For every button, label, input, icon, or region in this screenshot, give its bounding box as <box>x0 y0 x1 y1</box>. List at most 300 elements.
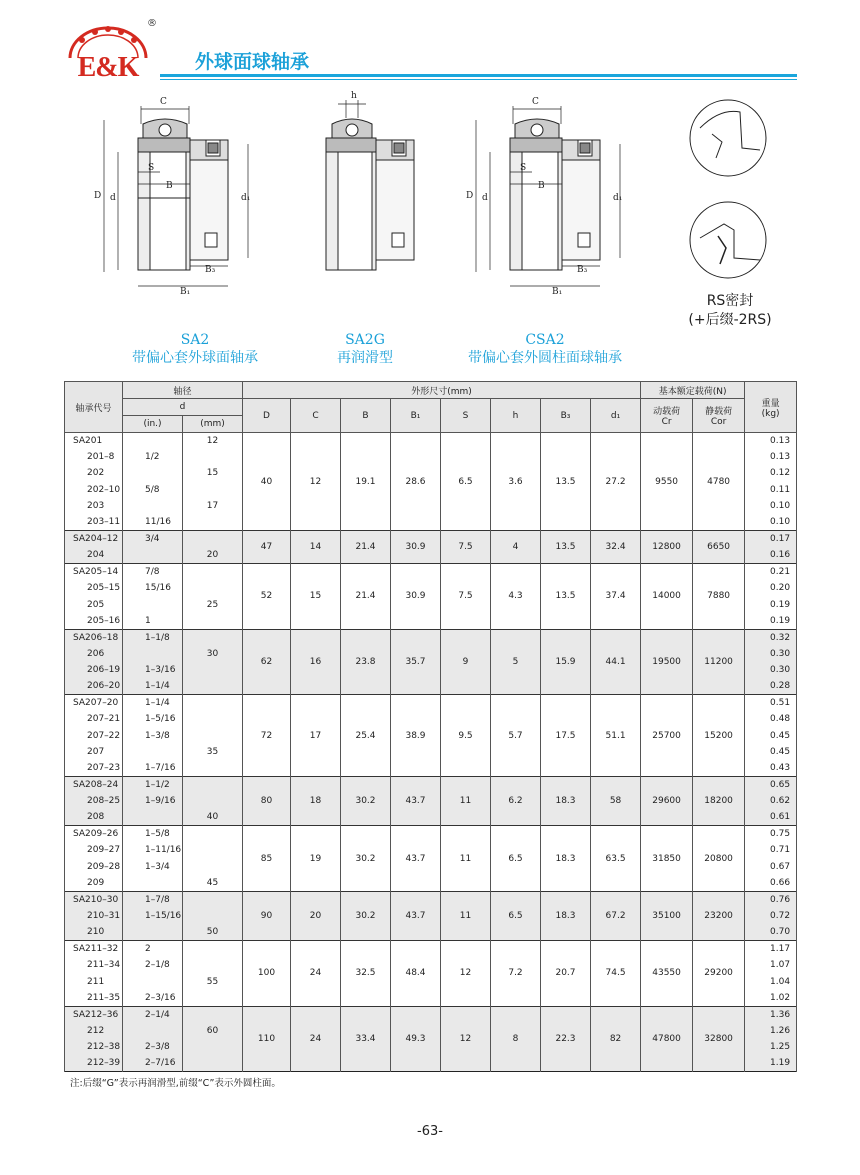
cell-inch <box>123 646 183 662</box>
cell-weight: 0.32 <box>745 629 797 645</box>
cell-inch <box>123 433 183 449</box>
cell-b1: 43.7 <box>391 777 441 826</box>
cell-d1: 67.2 <box>591 891 641 940</box>
cell-b3: 13.5 <box>541 433 591 531</box>
cell-model: SA211–32 <box>65 941 123 957</box>
cell-inch: 2–3/8 <box>123 1039 183 1055</box>
cell-mm: 50 <box>183 924 243 940</box>
table-row <box>65 891 797 907</box>
cell-inch <box>123 744 183 760</box>
cell-b3: 17.5 <box>541 695 591 777</box>
dim-d-label: d <box>110 193 116 203</box>
cell-inch: 1–11/16 <box>123 842 183 858</box>
cell-mm <box>183 777 243 793</box>
cell-b3: 18.3 <box>541 777 591 826</box>
cell-mm: 20 <box>183 547 243 563</box>
cell-weight: 0.11 <box>745 482 797 498</box>
cell-b3: 20.7 <box>541 941 591 1007</box>
cell-b1: 43.7 <box>391 826 441 892</box>
dim-B-label: B <box>166 181 173 191</box>
cell-cr: 31850 <box>641 826 693 892</box>
cell-weight: 0.30 <box>745 662 797 678</box>
cell-weight: 0.48 <box>745 711 797 727</box>
cell-inch: 5/8 <box>123 482 183 498</box>
cell-d: 47 <box>243 531 291 564</box>
cell-inch <box>123 1023 183 1039</box>
cell-d1: 37.4 <box>591 564 641 630</box>
cell-c: 16 <box>291 629 341 695</box>
cell-h: 3.6 <box>491 433 541 531</box>
table-row <box>65 1006 797 1022</box>
col-shaft-header: 轴径 <box>123 382 243 399</box>
cell-s: 11 <box>441 891 491 940</box>
csa2-dim-B-label: B <box>538 181 545 191</box>
cell-inch: 1–1/8 <box>123 629 183 645</box>
cell-weight: 0.10 <box>745 514 797 530</box>
bearing-group <box>65 777 797 826</box>
cell-cor: 32800 <box>693 1006 745 1072</box>
cell-weight: 1.04 <box>745 973 797 989</box>
cell-model: 202 <box>65 465 123 481</box>
dim-B3-label: B₃ <box>205 265 216 275</box>
cell-model: 207–22 <box>65 728 123 744</box>
cell-weight: 0.21 <box>745 564 797 580</box>
cell-model: SA206–18 <box>65 629 123 645</box>
col-h-header: h <box>491 399 541 433</box>
cell-inch <box>123 596 183 612</box>
weight-unit: (kg) <box>761 408 780 419</box>
sa2g-caption <box>315 331 415 367</box>
cell-h: 7.2 <box>491 941 541 1007</box>
cell-model: 211–35 <box>65 990 123 1006</box>
cell-model: 212–39 <box>65 1055 123 1071</box>
sa2g-desc: 再润滑型 <box>337 350 393 366</box>
cell-d: 85 <box>243 826 291 892</box>
cell-mm: 35 <box>183 744 243 760</box>
col-load-header: 基本额定载荷(N) <box>641 382 745 399</box>
cell-b3: 22.3 <box>541 1006 591 1072</box>
table-row <box>65 941 797 957</box>
cell-b: 32.5 <box>341 941 391 1007</box>
cell-mm <box>183 449 243 465</box>
cell-weight: 1.25 <box>745 1039 797 1055</box>
cell-mm: 25 <box>183 596 243 612</box>
cell-mm <box>183 859 243 875</box>
cell-s: 7.5 <box>441 564 491 630</box>
cell-mm <box>183 613 243 629</box>
cell-mm: 55 <box>183 973 243 989</box>
bearing-group <box>65 433 797 531</box>
cell-weight: 0.72 <box>745 908 797 924</box>
cell-d: 110 <box>243 1006 291 1072</box>
cell-b: 30.2 <box>341 891 391 940</box>
dim-h-label: h <box>351 91 357 101</box>
cell-inch: 15/16 <box>123 580 183 596</box>
rs-seal-caption <box>675 292 785 330</box>
col-D-header: D <box>243 399 291 433</box>
cell-weight: 0.67 <box>745 859 797 875</box>
bearing-group <box>65 695 797 777</box>
cell-model: 210–31 <box>65 908 123 924</box>
cell-c: 19 <box>291 826 341 892</box>
cell-b1: 30.9 <box>391 531 441 564</box>
sa2-caption <box>120 331 270 367</box>
cell-cor: 4780 <box>693 433 745 531</box>
cell-cor: 7880 <box>693 564 745 630</box>
cell-inch <box>123 924 183 940</box>
cell-cor: 20800 <box>693 826 745 892</box>
cell-model: SA207–20 <box>65 695 123 711</box>
cell-mm <box>183 531 243 547</box>
cell-model: 208–25 <box>65 793 123 809</box>
cell-mm <box>183 662 243 678</box>
sa2-drawing <box>94 97 250 297</box>
cell-d: 100 <box>243 941 291 1007</box>
col-B1-header: B₁ <box>391 399 441 433</box>
col-mm-header: (mm) <box>183 416 243 433</box>
cell-s: 6.5 <box>441 433 491 531</box>
cell-d: 80 <box>243 777 291 826</box>
cell-weight: 0.66 <box>745 875 797 891</box>
logo-text: E&K <box>77 52 139 83</box>
cell-b: 21.4 <box>341 564 391 630</box>
table-note: 注:后缀“G”表示再润滑型,前缀“C”表示外圆柱面。 <box>70 1078 281 1089</box>
cell-weight: 0.28 <box>745 678 797 694</box>
cell-b: 25.4 <box>341 695 391 777</box>
cell-mm <box>183 482 243 498</box>
cell-inch: 1–15/16 <box>123 908 183 924</box>
cell-mm <box>183 941 243 957</box>
dim-B1-label: B₁ <box>180 287 191 297</box>
cell-h: 5.7 <box>491 695 541 777</box>
brand-logo <box>62 22 154 84</box>
cell-weight: 0.45 <box>745 744 797 760</box>
bearing-group <box>65 629 797 695</box>
rs-seal-suffix: (+后缀-2RS) <box>688 312 772 328</box>
csa2-dim-d1-label: d₁ <box>613 193 623 203</box>
cell-b1: 30.9 <box>391 564 441 630</box>
cell-mm <box>183 842 243 858</box>
csa2-dim-C-label: C <box>532 97 539 107</box>
cell-mm: 15 <box>183 465 243 481</box>
cell-mm <box>183 957 243 973</box>
cell-mm <box>183 891 243 907</box>
cell-weight: 0.16 <box>745 547 797 563</box>
cr-label: 动载荷 <box>653 407 681 417</box>
col-S-header: S <box>441 399 491 433</box>
cell-model: 209–27 <box>65 842 123 858</box>
cell-cr: 25700 <box>641 695 693 777</box>
cell-b1: 38.9 <box>391 695 441 777</box>
cell-model: 210 <box>65 924 123 940</box>
cell-weight: 0.75 <box>745 826 797 842</box>
cell-inch: 1–3/4 <box>123 859 183 875</box>
col-outline-header: 外形尺寸(mm) <box>243 382 641 399</box>
table-row <box>65 629 797 645</box>
cell-c: 24 <box>291 941 341 1007</box>
cell-weight: 0.51 <box>745 695 797 711</box>
cell-inch: 2–3/16 <box>123 990 183 1006</box>
cell-h: 6.5 <box>491 826 541 892</box>
cell-inch: 1–3/16 <box>123 662 183 678</box>
cell-model: 205–15 <box>65 580 123 596</box>
cell-inch <box>123 547 183 563</box>
cell-model: SA212–36 <box>65 1006 123 1022</box>
cell-inch: 1/2 <box>123 449 183 465</box>
cell-model: 207 <box>65 744 123 760</box>
cell-inch: 2–1/8 <box>123 957 183 973</box>
cr-sym: Cr <box>661 417 672 427</box>
cell-model: 208 <box>65 809 123 825</box>
cell-model: 209 <box>65 875 123 891</box>
cell-weight: 1.19 <box>745 1055 797 1071</box>
dim-D-label: D <box>94 191 102 201</box>
cell-inch: 11/16 <box>123 514 183 530</box>
cell-b: 30.2 <box>341 826 391 892</box>
bearing-group <box>65 531 797 564</box>
cell-b1: 49.3 <box>391 1006 441 1072</box>
cell-model: 211–34 <box>65 957 123 973</box>
cell-b1: 48.4 <box>391 941 441 1007</box>
cell-inch: 1–5/8 <box>123 826 183 842</box>
csa2-desc: 带偏心套外圆柱面球轴承 <box>468 350 622 366</box>
cell-mm <box>183 728 243 744</box>
cell-cor: 15200 <box>693 695 745 777</box>
cell-weight: 0.76 <box>745 891 797 907</box>
cell-inch: 3/4 <box>123 531 183 547</box>
cell-cor: 29200 <box>693 941 745 1007</box>
cell-s: 11 <box>441 777 491 826</box>
cell-c: 17 <box>291 695 341 777</box>
cell-model: 212–38 <box>65 1039 123 1055</box>
cell-d1: 27.2 <box>591 433 641 531</box>
col-B-header: B <box>341 399 391 433</box>
cell-cr: 19500 <box>641 629 693 695</box>
cell-s: 9.5 <box>441 695 491 777</box>
cell-model: 202–10 <box>65 482 123 498</box>
cell-h: 6.2 <box>491 777 541 826</box>
cell-mm <box>183 793 243 809</box>
table-row <box>65 531 797 547</box>
cell-b1: 35.7 <box>391 629 441 695</box>
cell-weight: 0.45 <box>745 728 797 744</box>
cell-d1: 82 <box>591 1006 641 1072</box>
cell-b: 30.2 <box>341 777 391 826</box>
cell-d1: 44.1 <box>591 629 641 695</box>
cell-s: 11 <box>441 826 491 892</box>
cell-mm <box>183 695 243 711</box>
cell-model: 203 <box>65 498 123 514</box>
csa2-dim-D-label: D <box>466 191 474 201</box>
cell-weight: 1.17 <box>745 941 797 957</box>
cell-model: 207–23 <box>65 760 123 776</box>
cell-model: 206–20 <box>65 678 123 694</box>
cell-inch: 2–7/16 <box>123 1055 183 1071</box>
registered-mark: ® <box>147 18 157 29</box>
cell-inch <box>123 809 183 825</box>
cell-b: 23.8 <box>341 629 391 695</box>
cell-model: 204 <box>65 547 123 563</box>
cell-inch: 7/8 <box>123 564 183 580</box>
col-inch-header: (in.) <box>123 416 183 433</box>
cell-s: 9 <box>441 629 491 695</box>
csa2-dim-S-label: S <box>520 163 527 173</box>
csa2-drawing <box>466 97 622 297</box>
rs-seal-detail <box>690 100 766 278</box>
cell-b3: 15.9 <box>541 629 591 695</box>
cell-d: 40 <box>243 433 291 531</box>
page-number: -63- <box>417 1124 443 1139</box>
cell-cr: 12800 <box>641 531 693 564</box>
cell-mm: 45 <box>183 875 243 891</box>
cell-b3: 13.5 <box>541 564 591 630</box>
cell-weight: 0.13 <box>745 433 797 449</box>
dim-d1-label: d₁ <box>241 193 251 203</box>
cell-weight: 0.61 <box>745 809 797 825</box>
cell-weight: 0.65 <box>745 777 797 793</box>
sa2g-code: SA2G <box>345 332 385 348</box>
cell-mm <box>183 760 243 776</box>
cell-inch: 1–5/16 <box>123 711 183 727</box>
cell-b1: 43.7 <box>391 891 441 940</box>
cell-mm: 40 <box>183 809 243 825</box>
cell-mm <box>183 1039 243 1055</box>
csa2-dim-d-label: d <box>482 193 488 203</box>
cell-mm <box>183 629 243 645</box>
cell-c: 20 <box>291 891 341 940</box>
cell-s: 7.5 <box>441 531 491 564</box>
cell-s: 12 <box>441 941 491 1007</box>
sa2g-drawing <box>326 91 414 270</box>
cell-cor: 18200 <box>693 777 745 826</box>
cell-d1: 32.4 <box>591 531 641 564</box>
cell-model: SA210–30 <box>65 891 123 907</box>
cell-b1: 28.6 <box>391 433 441 531</box>
cell-model: 206–19 <box>65 662 123 678</box>
bearing-group <box>65 891 797 940</box>
cell-inch: 1 <box>123 613 183 629</box>
cell-cr: 14000 <box>641 564 693 630</box>
table-row <box>65 695 797 711</box>
cell-mm <box>183 514 243 530</box>
cell-inch: 2 <box>123 941 183 957</box>
cell-mm: 30 <box>183 646 243 662</box>
cell-model: SA205–14 <box>65 564 123 580</box>
cell-d1: 58 <box>591 777 641 826</box>
cell-inch <box>123 498 183 514</box>
cell-model: 205 <box>65 596 123 612</box>
cell-h: 6.5 <box>491 891 541 940</box>
cell-weight: 0.71 <box>745 842 797 858</box>
cell-mm: 12 <box>183 433 243 449</box>
col-d-header: d <box>123 399 243 416</box>
cell-h: 4.3 <box>491 564 541 630</box>
cell-cr: 43550 <box>641 941 693 1007</box>
cell-weight: 1.26 <box>745 1023 797 1039</box>
header-rule <box>160 74 797 77</box>
cell-inch <box>123 465 183 481</box>
cell-model: 212 <box>65 1023 123 1039</box>
dim-S-label: S <box>148 163 155 173</box>
cell-d: 90 <box>243 891 291 940</box>
col-model-header: 轴承代号 <box>65 382 123 433</box>
cell-weight: 1.36 <box>745 1006 797 1022</box>
cell-model: SA209–26 <box>65 826 123 842</box>
cell-d1: 74.5 <box>591 941 641 1007</box>
cell-weight: 0.17 <box>745 531 797 547</box>
cell-c: 18 <box>291 777 341 826</box>
sa2-code: SA2 <box>180 332 210 348</box>
page-title: 外球面球轴承 <box>195 51 310 73</box>
cell-c: 14 <box>291 531 341 564</box>
cell-b3: 18.3 <box>541 891 591 940</box>
cell-inch: 1–7/16 <box>123 760 183 776</box>
cell-b: 19.1 <box>341 433 391 531</box>
table-row <box>65 433 797 449</box>
cell-inch: 1–7/8 <box>123 891 183 907</box>
cell-s: 12 <box>441 1006 491 1072</box>
table-row <box>65 777 797 793</box>
cell-inch: 1–1/4 <box>123 695 183 711</box>
cell-mm <box>183 564 243 580</box>
cell-inch: 1–1/4 <box>123 678 183 694</box>
cell-c: 15 <box>291 564 341 630</box>
col-cr-header <box>641 399 693 433</box>
cell-mm <box>183 826 243 842</box>
cell-h: 5 <box>491 629 541 695</box>
cell-weight: 0.70 <box>745 924 797 940</box>
cell-cr: 9550 <box>641 433 693 531</box>
rs-seal-label: RS密封 <box>706 293 754 309</box>
sa2-desc: 带偏心套外球面轴承 <box>132 350 258 366</box>
cell-model: SA208–24 <box>65 777 123 793</box>
col-C-header: C <box>291 399 341 433</box>
cell-mm <box>183 678 243 694</box>
col-d1-header: d₁ <box>591 399 641 433</box>
cell-weight: 0.20 <box>745 580 797 596</box>
cell-mm <box>183 908 243 924</box>
cell-c: 12 <box>291 433 341 531</box>
cell-h: 8 <box>491 1006 541 1072</box>
cell-b: 33.4 <box>341 1006 391 1072</box>
bearing-group <box>65 1006 797 1072</box>
cell-d1: 51.1 <box>591 695 641 777</box>
cell-cr: 29600 <box>641 777 693 826</box>
table-row <box>65 564 797 580</box>
cell-d: 52 <box>243 564 291 630</box>
bearing-group <box>65 564 797 630</box>
cell-mm <box>183 1055 243 1071</box>
cell-weight: 0.12 <box>745 465 797 481</box>
cell-model: 207–21 <box>65 711 123 727</box>
bearing-group <box>65 941 797 1007</box>
cell-b: 21.4 <box>341 531 391 564</box>
cell-inch: 1–9/16 <box>123 793 183 809</box>
cor-sym: Cor <box>710 417 727 427</box>
cell-model: 201–8 <box>65 449 123 465</box>
cell-inch <box>123 875 183 891</box>
cell-weight: 0.19 <box>745 613 797 629</box>
cell-inch: 2–1/4 <box>123 1006 183 1022</box>
cell-weight: 0.13 <box>745 449 797 465</box>
col-weight-header <box>745 382 797 433</box>
cell-model: 203–11 <box>65 514 123 530</box>
cell-model: 206 <box>65 646 123 662</box>
cell-cor: 6650 <box>693 531 745 564</box>
cell-d1: 63.5 <box>591 826 641 892</box>
csa2-dim-B1-label: B₁ <box>552 287 563 297</box>
cell-model: 209–28 <box>65 859 123 875</box>
